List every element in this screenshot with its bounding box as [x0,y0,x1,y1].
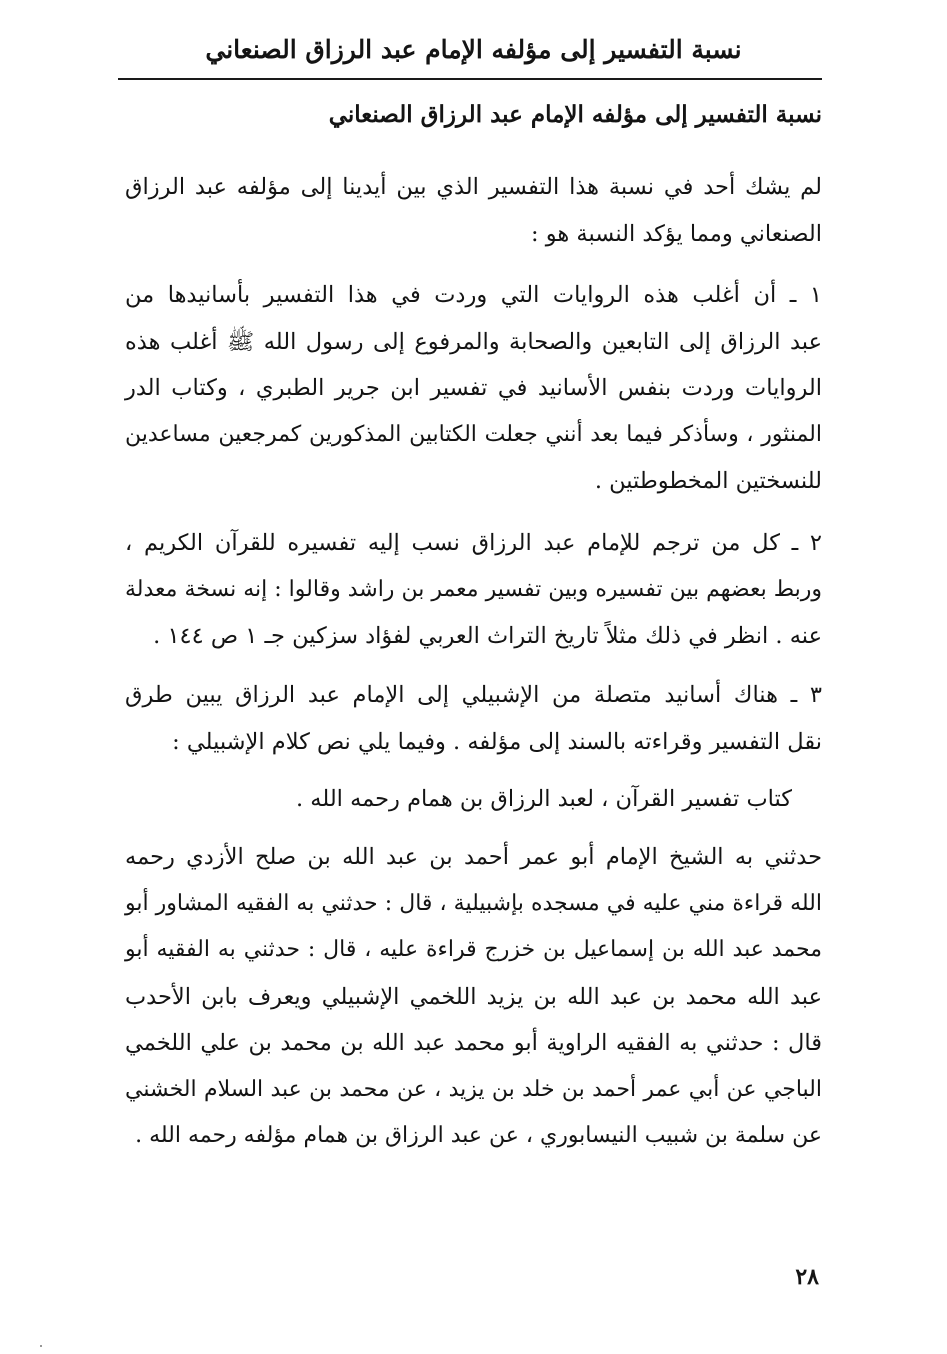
point-one-paragraph [125,272,822,505]
text-line: عنه . انظر في ذلك مثلاً تاريخ التراث العربي لفؤاد سزكين جـ ١ ص ١٤٤ . [153,623,822,649]
text-line: الباجي عن أبي عمر أحمد بن خلد بن يزيد ، عن محمد بن عبد السلام الخشني [125,1076,822,1102]
text-line: حدثني به الشيخ الإمام أبو عمر أحمد بن عبد الله بن صلح الأزدي رحمه [125,844,822,870]
point-two-paragraph [125,520,822,660]
running-head: نسبة التفسير إلى مؤلفه الإمام عبد الرزاق الصنعاني [205,35,742,64]
text-line: عبد الله محمد بن عبد الله بن يزيد اللخمي الإشبيلي ويعرف بابن الأحدب [125,983,822,1010]
page-number: ٢٨ [795,1264,819,1290]
text-line: نقل التفسير وقراءته بالسند إلى مؤلفه . وفيما يلي نص كلام الإشبيلي : [172,728,822,755]
text-line: ٢ ـ كل من ترجم للإمام عبد الرزاق نسب إليه تفسيره للقرآن الكريم ، [125,530,822,556]
intro-paragraph [125,164,822,257]
section-title: نسبة التفسير إلى مؤلفه الإمام عبد الرزاق الصنعاني [328,101,822,128]
text-line: كتاب تفسير القرآن ، لعبد الرزاق بن همام رحمه الله . [296,786,792,812]
book-title-line [125,776,822,823]
text-line: محمد عبد الله بن إسماعيل بن خزرج قراءة عليه ، قال : حدثني به الفقيه أبو [125,937,822,962]
header-rule [118,78,822,80]
scan-speck [40,1345,42,1347]
isnad-paragraph [125,834,822,1160]
text-line: ٣ ـ هناك أسانيد متصلة من الإشبيلي إلى الإمام عبد الرزاق يبين طرق [125,682,822,708]
text-line: عن سلمة بن شبيب النيسابوري ، عن عبد الرزاق بن همام مؤلفه رحمه الله . [135,1123,822,1148]
text-line: المنثور ، وسأذكر فيما بعد أنني جعلت الكتابين المذكورين كمرجعين مساعدين [125,421,822,447]
text-line: للنسختين المخطوطتين . [594,468,822,494]
text-line: ١ ـ أن أغلب هذه الروايات التي وردت في هذا التفسير بأسانيدها من [125,282,822,308]
text-line: وربط بعضهم بين تفسيره وبين تفسير معمر بن راشد وقالوا : إنه نسخة معدلة [125,576,822,602]
text-line: عبد الرزاق إلى التابعين والصحابة والمرفوع إلى رسول الله ﷺ أغلب هذه [125,328,822,355]
text-line: قال : حدثني به الفقيه الراوية أبو محمد عبد الله بن محمد بن علي اللخمي [125,1030,822,1056]
text-line: الصنعاني ومما يؤكد النسبة هو : [531,220,822,247]
text-line: لم يشك أحد في نسبة هذا التفسير الذي بين أيدينا إلى مؤلفه عبد الرزاق [125,174,822,200]
text-line: الله قراءة مني عليه في مسجده بإشبيلية ، قال : حدثني به الفقيه المشاور أبو [125,890,822,916]
point-three-paragraph [125,672,822,765]
text-line: الروايات وردت بنفس الأسانيد في تفسير ابن جرير الطبري ، وكتاب الدر [125,375,822,401]
